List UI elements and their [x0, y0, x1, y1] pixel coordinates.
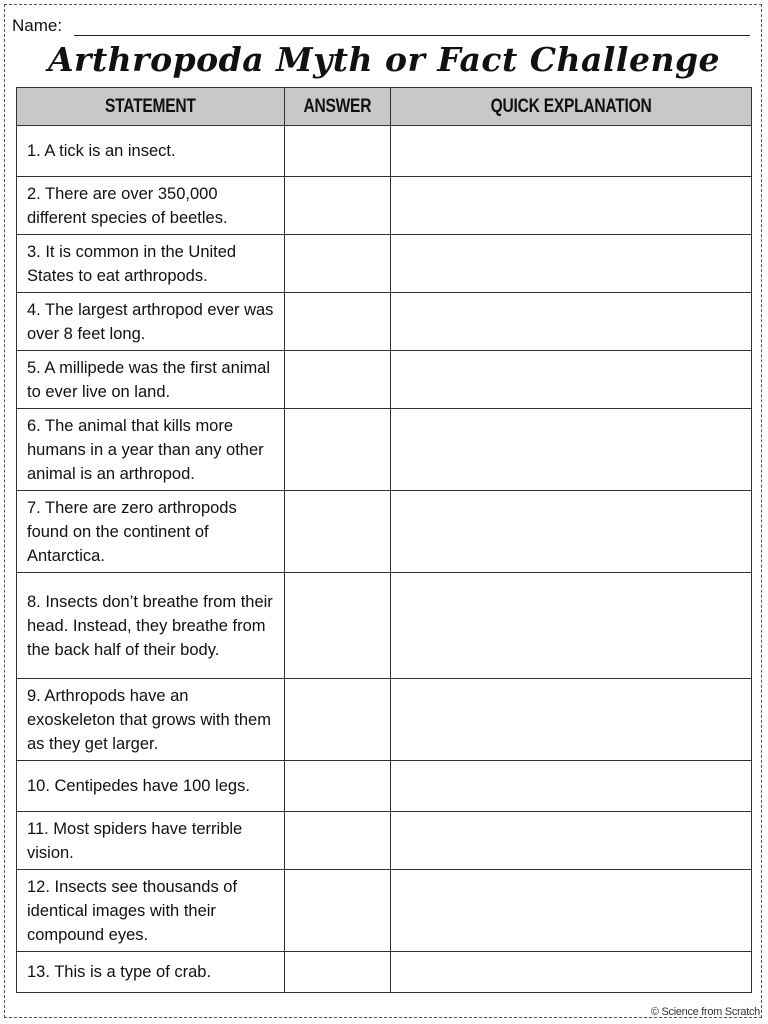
answer-cell[interactable] — [285, 952, 391, 993]
statement-cell: 10. Centipedes have 100 legs. — [17, 761, 285, 812]
table-row — [17, 679, 752, 761]
table-row — [17, 351, 752, 409]
statement-cell: 11. Most spiders have terrible vision. — [17, 812, 285, 870]
statement-cell: 5. A millipede was the first animal to ever live on land. — [17, 351, 285, 409]
statement-cell: 1. A tick is an insect. — [17, 126, 285, 177]
explanation-cell[interactable] — [391, 812, 752, 870]
table-row — [17, 952, 752, 993]
answer-cell[interactable] — [285, 293, 391, 351]
answer-cell[interactable] — [285, 812, 391, 870]
column-header-explanation: QUICK EXPLANATION — [391, 88, 752, 126]
explanation-cell[interactable] — [391, 351, 752, 409]
table-row — [17, 573, 752, 679]
page-title: Arthropoda Myth or Fact Challenge — [47, 40, 721, 79]
statement-cell: 6. The animal that kills more humans in a year than any other animal is an arthropod. — [17, 409, 285, 491]
name-blank-line[interactable] — [74, 35, 750, 36]
statement-cell: 8. Insects don’t breathe from their head. Instead, they breathe from the back half of their body. — [17, 573, 285, 679]
statement-cell: 7. There are zero arthropods found on the continent of Antarctica. — [17, 491, 285, 573]
table-row — [17, 177, 752, 235]
explanation-cell[interactable] — [391, 293, 752, 351]
name-label: Name: — [12, 16, 63, 35]
table-row — [17, 235, 752, 293]
column-header-statement: STATEMENT — [17, 88, 285, 126]
explanation-cell[interactable] — [391, 491, 752, 573]
explanation-cell[interactable] — [391, 126, 752, 177]
column-header-answer: ANSWER — [285, 88, 391, 126]
explanation-cell[interactable] — [391, 235, 752, 293]
statement-cell: 3. It is common in the United States to eat arthropods. — [17, 235, 285, 293]
answer-cell[interactable] — [285, 177, 391, 235]
answer-cell[interactable] — [285, 491, 391, 573]
answer-cell[interactable] — [285, 126, 391, 177]
table-header-row — [17, 88, 752, 126]
myth-fact-table — [16, 87, 752, 993]
table-row — [17, 812, 752, 870]
explanation-cell[interactable] — [391, 870, 752, 952]
statement-cell: 9. Arthropods have an exoskeleton that grows with them as they get larger. — [17, 679, 285, 761]
table-row — [17, 293, 752, 351]
answer-cell[interactable] — [285, 870, 391, 952]
explanation-cell[interactable] — [391, 409, 752, 491]
table-row — [17, 491, 752, 573]
explanation-cell[interactable] — [391, 177, 752, 235]
name-row — [12, 14, 752, 40]
explanation-cell[interactable] — [391, 573, 752, 679]
table-row — [17, 761, 752, 812]
statement-cell: 4. The largest arthropod ever was over 8 feet long. — [17, 293, 285, 351]
table-row — [17, 409, 752, 491]
table-row — [17, 126, 752, 177]
statement-cell: 2. There are over 350,000 different species of beetles. — [17, 177, 285, 235]
copyright-footer: © Science from Scratch — [650, 1006, 760, 1018]
explanation-cell[interactable] — [391, 761, 752, 812]
statement-cell: 13. This is a type of crab. — [17, 952, 285, 993]
answer-cell[interactable] — [285, 409, 391, 491]
answer-cell[interactable] — [285, 679, 391, 761]
explanation-cell[interactable] — [391, 679, 752, 761]
statement-cell: 12. Insects see thousands of identical images with their compound eyes. — [17, 870, 285, 952]
table-row — [17, 870, 752, 952]
answer-cell[interactable] — [285, 761, 391, 812]
answer-cell[interactable] — [285, 235, 391, 293]
answer-cell[interactable] — [285, 351, 391, 409]
explanation-cell[interactable] — [391, 952, 752, 993]
answer-cell[interactable] — [285, 573, 391, 679]
